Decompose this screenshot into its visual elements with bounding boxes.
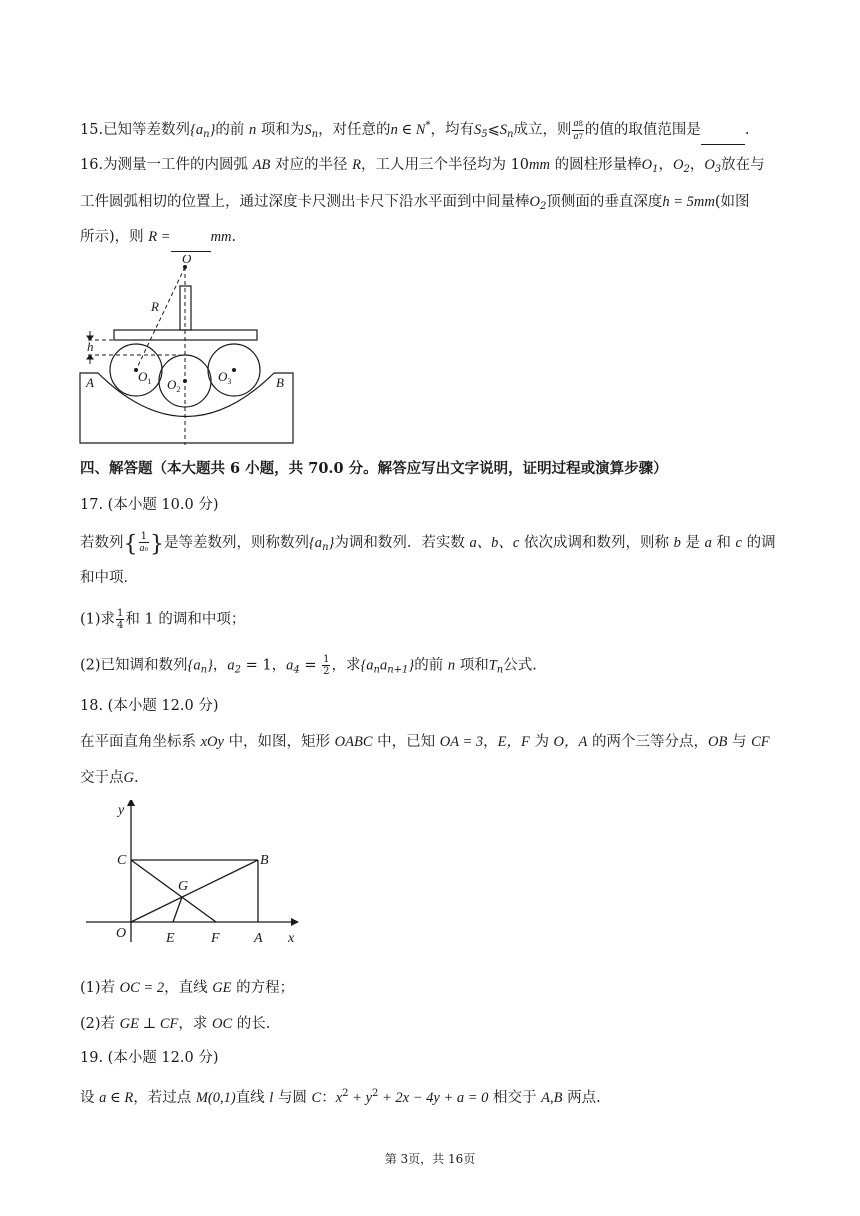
- question-17-line-1: 若数列{ $\frac{1}{an}$ }是等差数列，则称数列$\{a_n\}$为调和数列．若实数 a、b、c 依次成调和数列，则称 b 是 a 和 c 的调: [80, 531, 776, 557]
- label-h: h: [87, 339, 94, 354]
- label-E: E: [166, 931, 175, 946]
- question-18-part-2: (2)若 GE ⊥ CF，求 OC 的长.: [80, 1016, 271, 1032]
- question-17-part-2: (2)已知调和数列$\{a_n\}$，$a_2 = 1$，$a_4$ = $\frac{1}{2}$ ，求$\{a_na_{n+1}\}$的前 n 项和$T_n$公式.: [80, 654, 537, 677]
- label-R: R: [151, 299, 159, 314]
- answer-blank: [171, 229, 211, 252]
- page-footer: 第 3页，共 16页: [384, 1152, 476, 1166]
- figure-cylinder-measurement: [74, 255, 300, 450]
- fraction-a8-a7: $\frac{a8}{a7}$: [573, 117, 583, 142]
- question-17-line-2: 和中项．: [80, 570, 138, 586]
- question-16-line-1: 16.为测量一工件的内圆弧 AB 对应的半径 R，工人用三个半径均为 10mm 的圆柱形量棒$O_1$，$O_2$，$O_3$放在与: [80, 157, 765, 175]
- section-4-heading: 四、解答题（本大题共 6 小题，共 70.0 分。解答应写出文字说明，证明过程或演算步骤）: [80, 460, 668, 477]
- question-15: 15.已知等差数列$\{a_n\}$的前 n 项和为$S_n$，对任意的n ∈ N*，均有$S_5⩽S_n$成立，则 $\frac{a8}{a7}$ 的值的取值范围是 .: [80, 115, 750, 146]
- question-18-part-1: (1)若 OC = 2，直线 GE 的方程；: [80, 980, 295, 996]
- label-y: y: [118, 803, 125, 818]
- label-O: O: [182, 255, 192, 266]
- fraction-1-an: $\frac{1}{an}$: [139, 531, 148, 554]
- label-B: B: [276, 375, 284, 390]
- question-18-line-2: 交于点G.: [80, 770, 139, 786]
- label-B: B: [260, 853, 269, 868]
- question-19-line-1: 设 a ∈ R，若过点 M(0,1)直线 l 与圆 C：$x^2 + y^2 + 2x - 4y + a = 0$ 相交于 A,B 两点.: [80, 1088, 601, 1106]
- question-18-line-1: 在平面直角坐标系 xOy 中，如图，矩形 OABC 中，已知 OA = 3，E，F 为 O，A 的两个三等分点，OB 与 CF: [80, 734, 770, 750]
- question-17-part-1: (1)求 $\frac{1}{4}$ 和 1 的调和中项；: [80, 608, 246, 631]
- figure-rectangle-coordinates: [86, 800, 306, 950]
- label-x: x: [288, 931, 295, 946]
- label-A: A: [86, 375, 94, 390]
- label-C: C: [117, 853, 127, 868]
- label-A: A: [254, 931, 263, 946]
- label-O1: $O_1$: [138, 369, 152, 386]
- label-G: G: [178, 879, 189, 894]
- fraction-1-2: $\frac{1}{2}$: [323, 654, 330, 677]
- label-F: F: [211, 931, 220, 946]
- answer-blank: [701, 122, 745, 145]
- question-16-line-3: 所示)，则 R = mm.: [80, 226, 236, 252]
- question-16-line-2: 工件圆弧相切的位置上，通过深度卡尺测出卡尺下沿水平面到中间量棒$O_2$顶侧面的垂直深度h = 5mm(如图: [80, 194, 750, 212]
- label-O: O: [116, 926, 127, 941]
- question-18-heading: 18. (本小题 12.0 分): [80, 698, 219, 714]
- label-O2: $O_2$: [167, 377, 181, 394]
- fraction-1-4: $\frac{1}{4}$: [117, 608, 124, 631]
- label-O3: $O_3$: [218, 369, 232, 386]
- question-17-heading: 17. (本小题 10.0 分): [80, 497, 219, 513]
- question-19-heading: 19. (本小题 12.0 分): [80, 1050, 219, 1066]
